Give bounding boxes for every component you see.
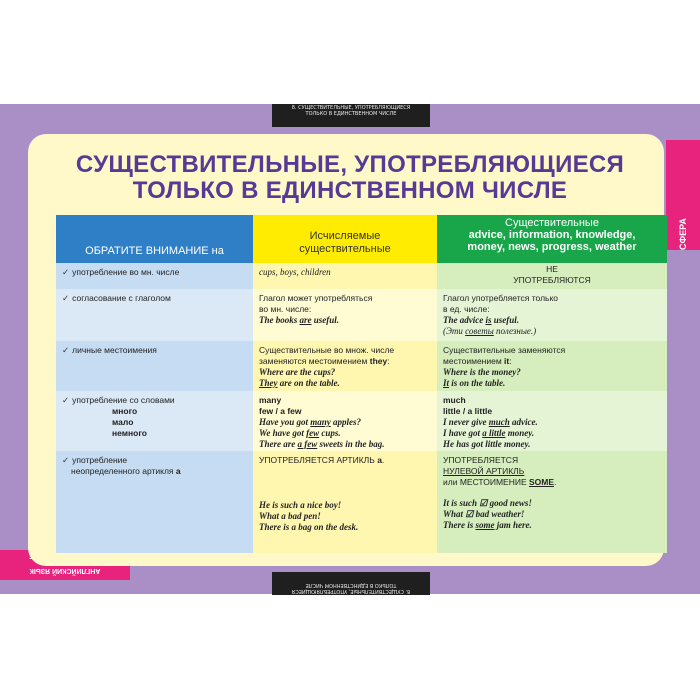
c3-pronouns-bold: it [504, 356, 510, 366]
zero-article-check-icon: ☑ [465, 509, 474, 519]
c3-article-head1: УПОТРЕБЛЯЕТСЯ [443, 455, 519, 465]
ex-part: cups. [319, 428, 341, 438]
ex-underlined: a little [482, 428, 506, 438]
c3-agreement-ex2 [443, 326, 661, 337]
ex-part: useful. [491, 315, 520, 325]
c3-agreement-ex1 [443, 315, 661, 326]
ex-underlined: a few [297, 439, 318, 449]
c3-row-plural [437, 263, 667, 289]
c3-word-little: little / a little [443, 406, 493, 416]
ex-underlined: many [310, 417, 331, 427]
c1-row-plural-text: употребление во мн. числе [72, 267, 180, 277]
check-icon: ✓ [62, 293, 70, 303]
word-little-ru: немного [112, 428, 147, 438]
ex-underlined: much [488, 417, 510, 427]
ex-part: useful. [311, 315, 340, 325]
c3-row-agreement [437, 289, 667, 341]
ex-underlined: some [475, 520, 495, 530]
c2-row-quantifiers [253, 391, 437, 451]
c3-pronouns-ex2 [443, 378, 661, 389]
ex-part: apples? [330, 417, 362, 427]
ex-part: sweets in the bag. [317, 439, 385, 449]
check-icon: ✓ [62, 395, 70, 405]
page-title [40, 152, 660, 204]
ex-part: It is such [443, 498, 480, 508]
c3-quant-ex3: He has got little money. [443, 439, 531, 449]
ex-underlined: are [299, 315, 312, 325]
column-countable [253, 215, 437, 553]
c3-article-ex1 [443, 498, 661, 509]
c1-row-article-line2: неопределенного артикля [71, 466, 176, 476]
header-uncountable-line3: money, news, progress, weather [467, 241, 637, 253]
ex-underlined: is [485, 315, 492, 325]
ex-part: (Эти [443, 326, 466, 336]
publisher-logo: СФЕРА [678, 218, 688, 250]
c2-quant-ex3 [259, 439, 431, 450]
header-countable [253, 215, 437, 263]
grammar-table [56, 215, 667, 553]
c1-row-article-line1: употребление [72, 455, 128, 465]
ex-part: We have got [259, 428, 307, 438]
ex-part: I have got [443, 428, 483, 438]
c1-row-quantifiers [56, 391, 253, 451]
ex-part: The advice [443, 315, 486, 325]
zero-article-check-icon: ☑ [479, 498, 488, 508]
c3-pronouns-ex1: Where is the money? [443, 367, 521, 377]
c3-agreement-line2: в ед. числе: [443, 304, 490, 314]
c2-row-article: УПОТРЕБЛЯЕТСЯ АРТИКЛЬ a. He is such a nice boy! What a bad pen! There is a bag on the desk. [253, 451, 437, 553]
c3-article-ex3 [443, 520, 661, 531]
check-icon: ✓ [62, 267, 70, 277]
c3-article-head3-bold: SOME [528, 477, 555, 487]
title-line2: ТОЛЬКО В ЕДИНСТВЕННОМ ЧИСЛЕ [132, 177, 568, 204]
ex-part: money. [505, 428, 535, 438]
column-uncountable [437, 215, 667, 553]
c3-row-article: УПОТРЕБЛЯЕТСЯ НУЛЕВОЙ АРТИКЛЬ или МЕСТОИМЕНИЕ SOME. It is such ☑ good news! What ☑ bad weather! There is some jam here. [437, 451, 667, 553]
c2-row-plural [253, 263, 437, 289]
c1-row-agreement [56, 289, 253, 341]
c2-article-head-bold: a [377, 455, 382, 465]
c3-row-pronouns: Существительные заменяются местоимением it: Where is the money? It is on the table. [437, 341, 667, 391]
c2-agreement-line2: во мн. числе: [259, 304, 312, 314]
c3-article-ex2 [443, 509, 661, 520]
c2-pronouns-line1: Существительные во множ. числе [259, 345, 395, 355]
ex-part: is on the table. [449, 378, 506, 388]
c3-quant-ex2 [443, 428, 661, 439]
ex-part: There is [443, 520, 476, 530]
bottom-tag-line1: АНГЛИЙСКИЙ ЯЗЫК [29, 567, 101, 574]
ex-part: There are [259, 439, 298, 449]
c2-row-pronouns: Существительные во множ. числе заменяются местоимением they: Where are the cups? They are on the table. [253, 341, 437, 391]
c1-row-article [56, 451, 253, 553]
c3-article-head3: или МЕСТОИМЕНИЕ [443, 477, 529, 487]
top-label-line2: ТОЛЬКО В ЕДИНСТВЕННОМ ЧИСЛЕ [305, 111, 397, 117]
c3-agreement-line1: Глагол употребляется только [443, 293, 559, 303]
c1-row-quantifiers-text: употребление со словами [72, 395, 175, 405]
c3-plural-line2: УПОТРЕБЛЯЮТСЯ [513, 275, 591, 285]
c3-plural-line1: НЕ [546, 264, 558, 274]
c2-article-ex3: There is a bag on the desk. [259, 522, 359, 532]
ex-part: good news! [487, 498, 532, 508]
check-icon: ✓ [62, 455, 70, 465]
bottom-label-line1: 8. СУЩЕСТВИТЕЛЬНЫЕ, УПОТРЕБЛЯЮЩИЕСЯ [291, 588, 411, 594]
c3-quant-ex1 [443, 417, 661, 428]
c2-quant-ex1 [259, 417, 431, 428]
ex-part: are on the table. [277, 378, 340, 388]
c2-pronouns-ex1: Where are the cups? [259, 367, 336, 377]
c1-row-plural [56, 263, 253, 289]
c2-agreement-line1: Глагол может употребляться [259, 293, 373, 303]
ex-part: полезные.) [493, 326, 537, 336]
column-attention [56, 215, 253, 553]
header-attention: ОБРАТИТЕ ВНИМАНИЕ на [56, 215, 253, 263]
c1-row-pronouns-text: личные местоимения [72, 345, 157, 355]
c2-pronouns-ex2 [259, 378, 431, 389]
header-uncountable-line1: Существительные [505, 217, 599, 229]
bottom-label-line2: ТОЛЬКО В ЕДИНСТВЕННОМ ЧИСЛЕ [305, 582, 397, 588]
check-icon: ✓ [62, 345, 70, 355]
c2-article-ex2: What a bad pen! [259, 511, 321, 521]
c3-article-head2: НУЛЕВОЙ АРТИКЛЬ [443, 466, 525, 476]
c2-row-agreement [253, 289, 437, 341]
top-label-bar [272, 104, 430, 127]
c2-article-head: УПОТРЕБЛЯЕТСЯ АРТИКЛЬ [259, 455, 378, 465]
ex-part: Have you got [259, 417, 311, 427]
header-uncountable [437, 215, 667, 263]
ex-part: bad weather! [473, 509, 525, 519]
c2-pronouns-line2: заменяются местоимением [259, 356, 370, 366]
bottom-label-bar [272, 572, 430, 595]
word-many-ru: много [112, 406, 138, 416]
header-uncountable-line2: advice, information, knowledge, [468, 229, 636, 241]
c3-row-quantifiers [437, 391, 667, 451]
word-few-ru: мало [112, 417, 134, 427]
title-line1: СУЩЕСТВИТЕЛЬНЫЕ, УПОТРЕБЛЯЮЩИЕСЯ [75, 151, 625, 178]
c2-word-many: many [259, 395, 282, 405]
ex-part: advice. [509, 417, 538, 427]
c2-word-few: few / a few [259, 406, 302, 416]
ex-underlined: few [306, 428, 320, 438]
c3-pronouns-line2: местоимением [443, 356, 505, 366]
ex-part: What [443, 509, 466, 519]
header-countable-line1: Исчисляемые [309, 230, 381, 242]
c1-row-article-bold: a [175, 466, 181, 476]
header-countable-line2: существительные [299, 243, 391, 255]
c3-pronouns-line1: Существительные заменяются [443, 345, 566, 355]
ex-underlined: It [443, 378, 450, 388]
c2-row-plural-text: cups, boys, children [259, 267, 331, 277]
c3-word-much: much [443, 395, 466, 405]
ex-underlined: советы [465, 326, 494, 336]
c1-row-pronouns [56, 341, 253, 391]
ex-part: I never give [443, 417, 489, 427]
ex-underlined: They [259, 378, 278, 388]
ex-part: jam here. [494, 520, 532, 530]
c2-article-ex1: He is such a nice boy! [259, 500, 342, 510]
top-label-line1: 8. СУЩЕСТВИТЕЛЬНЫЕ, УПОТРЕБЛЯЮЩИЕСЯ [291, 105, 411, 111]
ex-part: The books [259, 315, 300, 325]
c1-row-agreement-text: согласование с глаголом [72, 293, 171, 303]
c2-pronouns-bold: they [369, 356, 388, 366]
side-pink-label [666, 140, 700, 250]
c2-quant-ex2 [259, 428, 431, 439]
c2-agreement-example [259, 315, 431, 326]
